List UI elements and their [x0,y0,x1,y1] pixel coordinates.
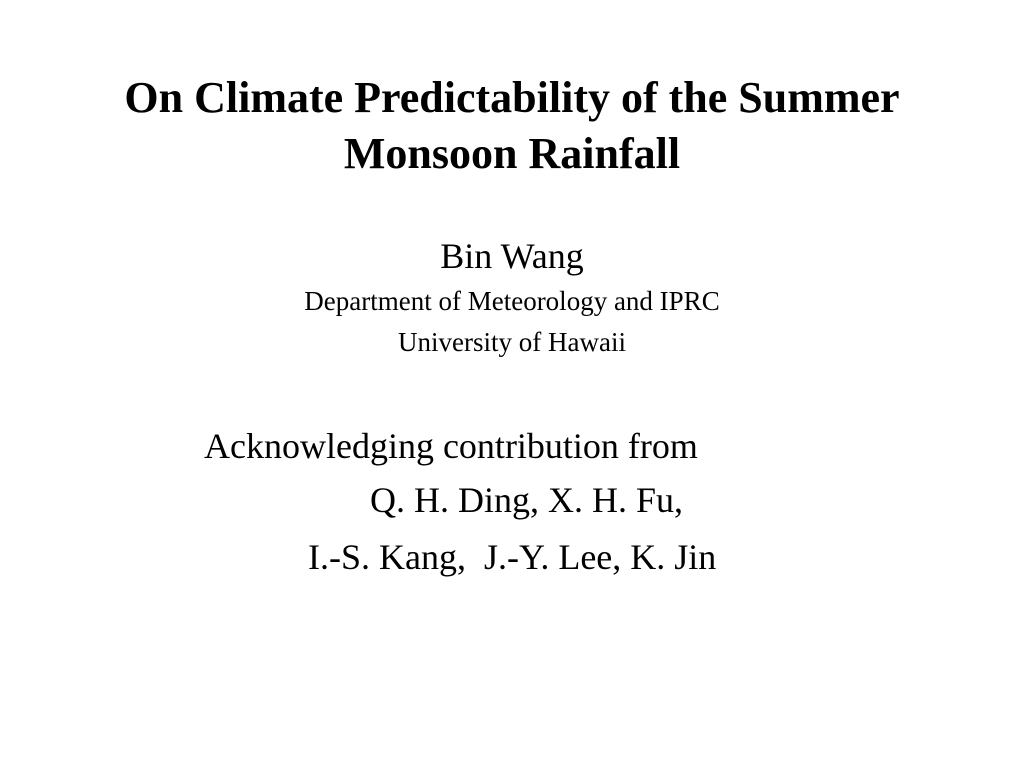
contributors-line-2: I.-S. Kang, J.-Y. Lee, K. Jin [308,537,717,577]
contributors-line-1: Q. H. Ding, X. H. Fu, [370,480,684,520]
author-name: Bin Wang [440,236,584,276]
slide-title [0,70,1024,182]
acknowledgement-heading: Acknowledging contribution from [204,426,698,466]
title-line-2: Monsoon Rainfall [343,129,681,178]
department: Department of Meteorology and IPRC [304,286,720,316]
university: University of Hawaii [398,327,626,357]
title-line-1: On Climate Predictability of the Summer [124,73,900,122]
